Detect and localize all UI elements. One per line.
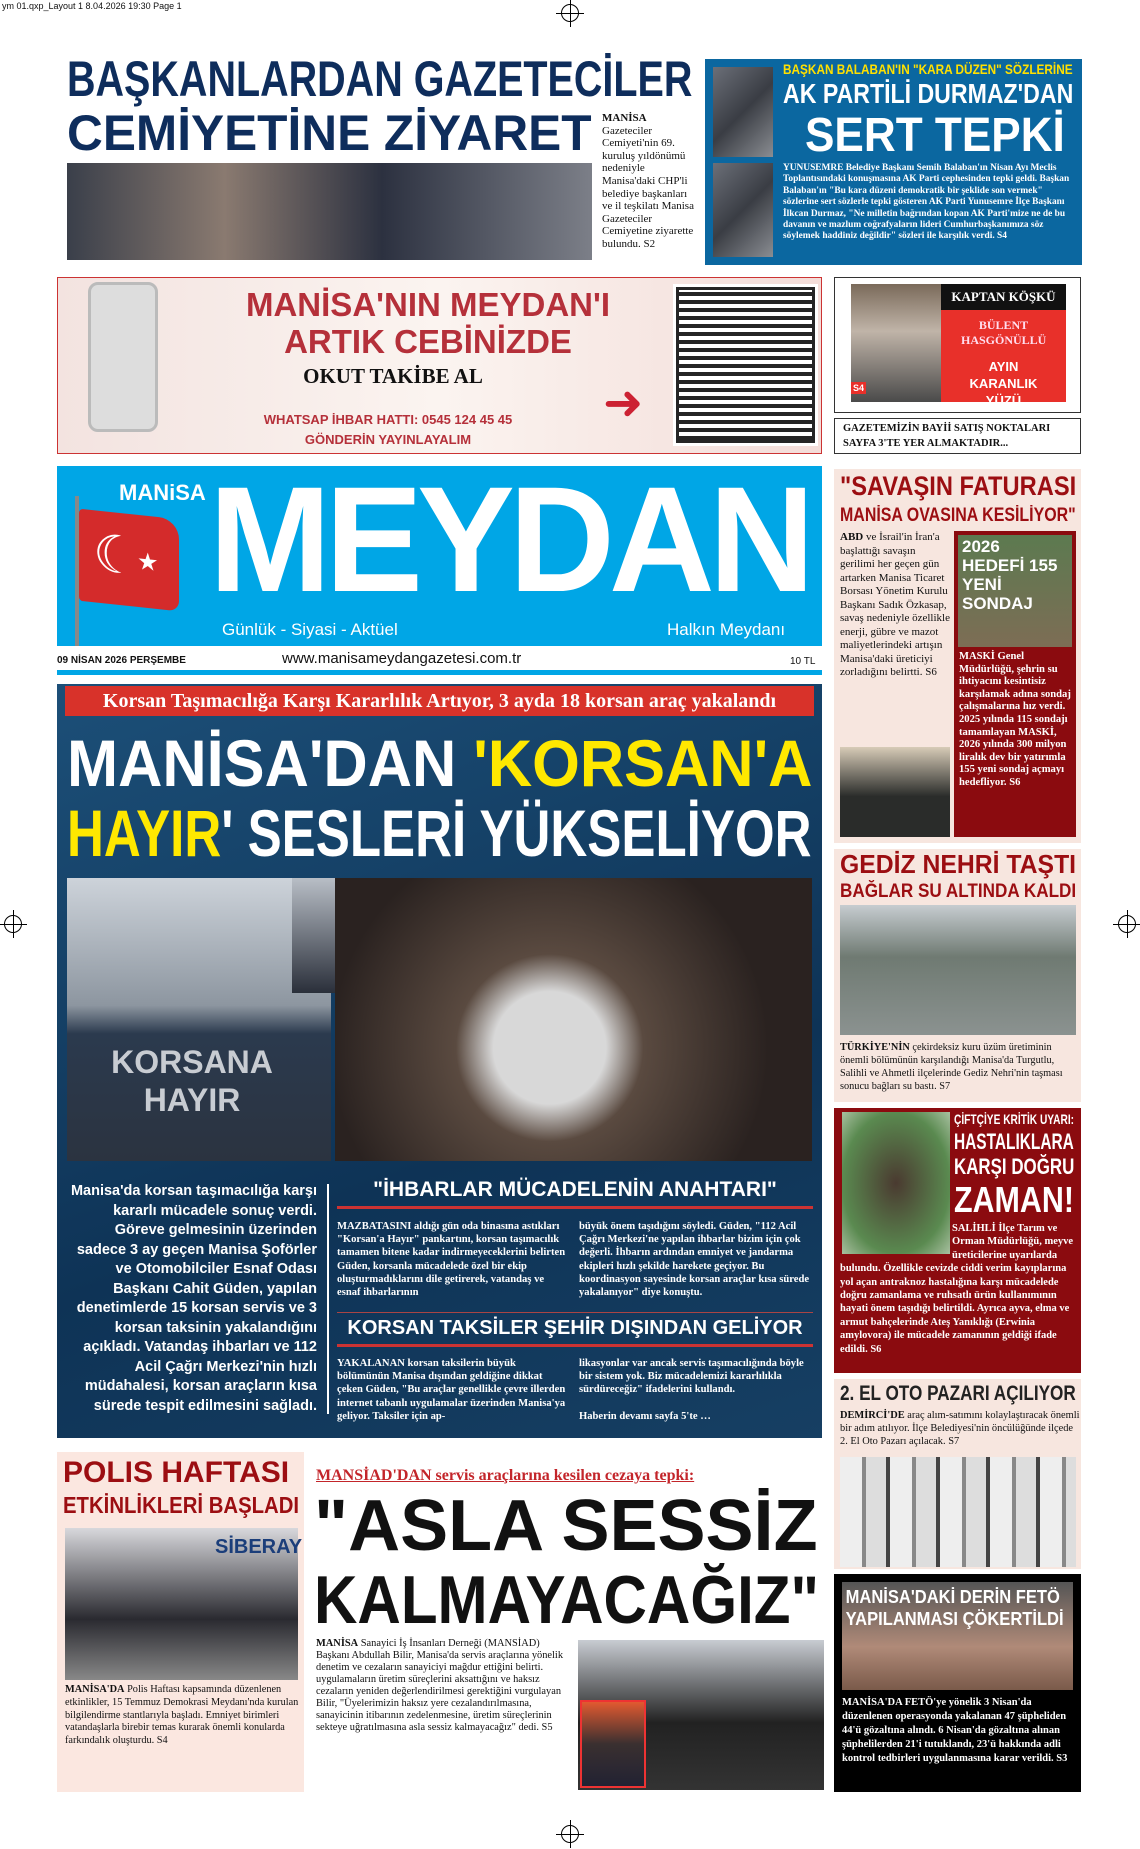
continued-link: Haberin devamı sayfa 5'te … (579, 1410, 711, 1422)
headline: BAĞLAR SU ALTINDA KALDI (840, 881, 1077, 902)
drilling-photo (958, 535, 1072, 647)
polis-text: MANİSA'DA Polis Haftası kapsamında düzenlenen etkinlikler, 15 Temmuz Demokrasi Meydanı'nda kurulan bilgilendirme stantlarıyla başladı. Emniyet birimleri vatandaşlarla birebir temas kurarak önemli konularda farkındalık oluşturdu. S4 (65, 1684, 299, 1747)
headline: POLIS HAFTASI (63, 1456, 290, 1489)
headline: AK PARTİLİ DURMAZ'DAN (783, 78, 1074, 109)
polis-story (57, 1452, 304, 1792)
maski-title: 2026 HEDEFİ 155 YENİ SONDAJ (962, 537, 1058, 613)
headline: MANİSA OVASINA KESİLİYOR" (840, 505, 1076, 526)
masthead (57, 466, 822, 646)
headline: "ASLA SESSİZ (314, 1486, 818, 1566)
column-title: AYIN KARANLIK YÜZÜ (969, 359, 1038, 408)
column-box[interactable] (834, 277, 1081, 413)
headline: KARŞI DOĞRU (954, 1154, 1075, 1179)
masthead-tagline: Günlük - Siyasi - Aktüel (222, 620, 398, 639)
durmaz-text: YUNUSEMRE Belediye Başkanı Semih Balaban'ın Nisan Ayı Meclis Toplantısındaki konuşmasına AK Parti cephesinden tepki geldi. Başkan Balaban'ın "Bu kara düzeni demokratik bir şeklide son vermek" sözlerine sert sözlerle tepki gösteren AK Parti Yunusemre İlçe Başkanı İlkcan Durmaz, "Ne milletin bağrından kopan AK Parti'mize ne de bu davanın ve mazlum coğrafyaların lideri Cumhurbaşkanımıza söz söylemek haddiniz değildir" sözleri ile karşılık verdi. S4 (783, 163, 1070, 242)
masthead-title: MEYDAN (209, 466, 809, 623)
headline: GEDİZ NEHRİ TAŞTI (840, 849, 1077, 879)
top-story-text: MANİSA Gazeteciler Cemiyeti'nin 69. kuruluş yıldönümü nedeniyle Manisa'daki CHP'li belediye başkanları ve il teşkilatı Manisa Gazeteciler Cemiyetine ziyarette bulundu. S2 (602, 112, 694, 250)
ciftci-text: SALİHLİ İlçe Tarım ve Orman Müdürlüğü, meyve üreticilerine uyarılarda bulundu. Özellikle cevizde ciddi verim kayıplarına yol açan antraknoz hastalığına karşı mücadelede doğru zamanlama ve ruhsatlı ürün kullanımının hayati önem taşıdığı belirtildi. Ayrıca ayva, elma ve armut bahçelerinde Ateş Yanıklığı (Erwinia amylovora) ile mücadele zamanının geldiği ifade edildi. S6 (840, 1223, 1074, 1355)
police-week-photo (65, 1528, 303, 1680)
savas-story (834, 469, 1081, 843)
maski-box (954, 531, 1076, 837)
body-text: MAZBATASINI aldığı gün oda binasına astıkları "Korsan'a Hayır" pankartını, korsan taşımacılık tamamen bitene kadar indirmeyeceklerini belirten Güden, korsanla mücadelede özel bir ekip oluşturmadıklarını dile getirerek, vatandaş ve esnaf ihbarlarının (337, 1221, 566, 1299)
registration-mark-icon (1118, 915, 1136, 933)
main-headline-1: MANİSA'DAN 'KORSAN'A (67, 726, 813, 800)
page-ref: S4 (853, 383, 865, 393)
headline-line-2: CEMİYETİNE ZİYARET (67, 105, 592, 161)
registration-mark-icon (4, 915, 22, 933)
flood-photo (840, 905, 1076, 1035)
feto-text: MANİSA'DA FETÖ'ye yönelik 3 Nisan'da düzenlenen operasyonda yakalanan 47 şüpheliden 44'ü gözaltına alındı. 6 Nisan'da gözaltına alınan şüphelilerden 21'i tutuklandı, 23'ü hakkında adli kontrol tedbirleri uygulanmasına karar verildi. S3 (842, 1697, 1068, 1764)
mansiad-text: MANİSA Sanayici İş İnsanları Derneği (MANSİAD) Başkanı Abdullah Bilir, Manisa'da servis araçlarına yönelik denetim ve cezaların sanayiciyi mağdur ettiğini belirti. uygulamaların üretim süreçlerini aksattığını ve haksız cezaların yeniden değerlendirilmesi gerektiğini vurgulayan Bilir, "Üyelerimizin haksız yere cezalandırılmasına, sanayicinin itibarının zedelenmesine, üretim süreçlerinin sekteye uğratılmasına asla sessiz kalmayacağız" dedi. S5 (316, 1638, 564, 1733)
main-headline-2: HAYIR' SESLERİ YÜKSELİYOR (67, 796, 812, 870)
headline-large: SERT TEPKİ (805, 109, 1065, 162)
headline: KALMAYACAĞIZ" (314, 1562, 819, 1638)
durmaz-box (705, 59, 1082, 265)
main-story (57, 684, 822, 1438)
qr-code[interactable] (673, 284, 818, 446)
website-link[interactable]: www.manisameydangazetesi.com.tr (282, 650, 522, 667)
body-text: YAKALANAN korsan taksilerin büyük bölümünün Manisa dışından geldiğine dikkat çeken Güden, "Bu araçlar genellikle çevre illerden internet tabanlı uygulamalar üzerinden Manisa'ya geliyor. Taksiler için ap- (337, 1358, 566, 1422)
masthead-city: MANiSA (119, 480, 206, 505)
column-name: KAPTAN KÖŞKÜ (941, 284, 1066, 310)
issue-date: 09 NİSAN 2026 PERŞEMBE (57, 655, 186, 666)
feto-headline: MANİSA'DAKİ DERİN FETÖ YAPILANMASI ÇÖKERTİLDİ (845, 1587, 1064, 1629)
sign-text: KORSANA HAYIR (111, 1044, 273, 1118)
mansiad-story (312, 1462, 825, 1792)
headline: "SAVAŞIN FATURASI (840, 471, 1077, 501)
gediz-text: TÜRKİYE'NİN çekirdeksiz kuru üzüm üretiminin önemli bölümünün karşılandığı Manisa'da Turgutlu, Salihli ve Ahmetli ilçelerinde Gediz Nehri'nin taşması sonucu bağları su bastı. S7 (840, 1042, 1063, 1092)
kicker: MANSİAD'DAN servis araçlarına kesilen cezaya tepki: (316, 1467, 695, 1484)
masthead-slogan: Halkın Meydanı (667, 620, 786, 639)
arrow-icon: ➜ (603, 377, 644, 430)
registration-mark-icon (561, 4, 579, 22)
gediz-story (834, 849, 1081, 1102)
dealers-notice: GAZETEMİZİN BAYİİ SATIŞ NOKTALARI SAYFA 3'TE YER ALMAKTADIR... (834, 418, 1081, 454)
body-text: likasyonlar var ancak servis taşımacılığında böyle bir sistem yok. Biz mücadelemizi kararlılıkla sürdüreceğiz" ifadelerini kullandı. Haberin devamı sayfa 5'te … (579, 1358, 804, 1422)
divider (57, 670, 822, 675)
app-ad-banner[interactable] (57, 277, 822, 454)
group-photo (67, 163, 592, 260)
handcuffs-photo (842, 1582, 1073, 1690)
ad-hotline: WHATSAP İHBAR HATTI: 0545 124 45 45 GÖNDERİN YAYINLAYALIM (263, 412, 513, 447)
portrait-photo (713, 163, 773, 257)
headline-line-1: BAŞKANLARDAN GAZETECİLER (67, 51, 693, 107)
ad-cta: OKUT TAKİBE AL (303, 364, 483, 388)
main-banner: Korsan Taşımacılığa Karşı Kararlılık Artıyor, 3 ayda 18 korsan araç yakalandı (65, 686, 814, 716)
turkish-flag-icon: ☾ ★ (79, 509, 179, 612)
divider (327, 1184, 329, 1414)
body-text: büyük önem taşıdığını söyledi. Güden, "112 Acil Çağrı Merkezi'ne yapılan ihbarlar bizim için çok değerli. İhbarın ardından emniyet ve jandarma ekipleri hızlı şekilde harekete geçiyor. Bu koordinasyon sayesinde korsan araçlar kısa sürede yakalanıyor" diye konuştu. (579, 1221, 810, 1299)
headline-large: ZAMAN! (954, 1179, 1074, 1220)
feto-story (834, 1574, 1081, 1792)
bilir-portrait (580, 1700, 646, 1788)
kicker: BAŞKAN BALABAN'IN "KARA DÜZEN" SÖZLERİNE (783, 61, 1073, 77)
stand-banner: SİBERAY (215, 1536, 303, 1558)
oto-text: DEMİRCİ'DE araç alım-satımını kolaylaştıracak önemli bir adım atılıyor. İlçe Belediyesi'nin öncülüğünde ilçede 2. El Oto Pazarı açılacak. S7 (840, 1410, 1080, 1447)
registration-mark-icon (561, 1825, 579, 1843)
portrait-photo (713, 67, 773, 157)
ciftci-story (834, 1108, 1081, 1373)
subheading: KORSAN TAKSİLER ŞEHİR DIŞINDAN GELİYOR (337, 1312, 813, 1347)
car-lot-photo (840, 1457, 1076, 1567)
headline: HASTALIKLARA (954, 1129, 1074, 1154)
author-name: BÜLENT HASGÖNÜLLÜ (961, 318, 1047, 347)
headline: 2. EL OTO PAZARI AÇILIYOR (840, 1382, 1076, 1405)
text-wrap-spacer (840, 1222, 952, 1256)
print-slug: ym 01.qxp_Layout 1 8.04.2026 19:30 Page 1 (2, 1, 182, 11)
ad-title: MANİSA'NIN MEYDAN'I ARTIK CEBİNİZDE (245, 286, 611, 360)
ozkasap-photo (840, 747, 950, 837)
oto-story (834, 1379, 1081, 1569)
phone-icon (88, 282, 158, 432)
maski-text: MASKİ Genel Müdürlüğü, şehrin su ihtiyacını kesintisiz karşılamak adına sondaj çalışmalarına hız verdi. 2025 yılında 115 sondajı tamamlayan MASKİ, 2026 yılında 300 milyon liralık dev bir yatırımla 155 yeni sondaj açmayı hedefliyor. S6 (959, 651, 1071, 788)
price: 10 TL (790, 656, 816, 667)
savas-text: ABD ve İsrail'in İran'a başlattığı savaşın gerilimi her geçen gün artarken Manisa Ticaret Borsası Yönetim Kurulu Başkanı Sadık Özkasap, savaş nedeniyle özellikle enerji, gübre ve mazot maliyetlerindeki artışın Manisa'daki üreticiyi zorladığını belirtti. S6 (840, 531, 950, 678)
headline: ETKİNLİKLERİ BAŞLADI (63, 1492, 300, 1518)
subheading: "İHBARLAR MÜCADELENİN ANAHTARI" (337, 1178, 813, 1209)
kicker: ÇİFTÇİYE KRİTİK UYARI: (954, 1111, 1075, 1127)
tow-truck-photo (335, 878, 812, 1161)
main-summary: Manisa'da korsan taşımacılığa karşı kararlı mücadele sonuç verdi. Göreve gelmesinin üzerinden sadece 3 ay geçen Manisa Şoförler ve Otomobilciler Esnaf Odası Başkanı Cahit Güden, yapılan denetimlerde 15 korsan servis ve 3 korsan taksinin yakalandığını açıkladı. Vatandaş ihbarları ve 112 Acil Çağrı Merkezi'nin hızlı müdahalesi, korsan araçların kısa sürede tespit edilmesini sağladı. (70, 1183, 317, 1414)
